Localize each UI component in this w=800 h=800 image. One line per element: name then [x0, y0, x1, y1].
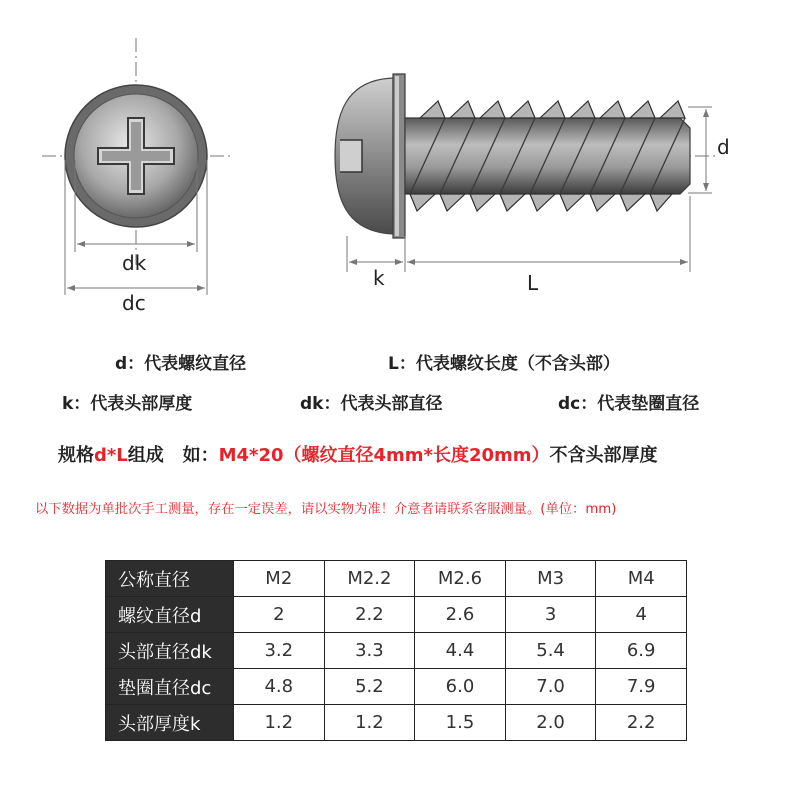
- table-cell: 1.2: [324, 705, 415, 741]
- table-cell: 2.0: [505, 705, 596, 741]
- table-row-washer-diameter: [106, 669, 687, 705]
- table-cell: 4.4: [415, 633, 506, 669]
- table-row-head-thickness: [106, 705, 687, 741]
- screw-side-view: [335, 74, 715, 272]
- spec-prefix: 规格: [58, 445, 94, 466]
- spec-table: [105, 560, 687, 741]
- table-cell: 4.8: [234, 669, 325, 705]
- table-cell: 2: [234, 597, 325, 633]
- spec-formula: d*L: [94, 445, 128, 466]
- table-cell: 2.2: [324, 597, 415, 633]
- legend-d: d：代表螺纹直径: [115, 354, 247, 374]
- legend-dc: dc：代表垫圈直径: [558, 394, 700, 414]
- table-cell: M2: [234, 561, 325, 597]
- table-row-nominal-diameter: [106, 561, 687, 597]
- spec-suffix: 组成 如：: [127, 445, 219, 466]
- table-cell: 2.2: [596, 705, 687, 741]
- d-dimension-label: d: [717, 135, 730, 159]
- spec-example: M4*20（螺纹直径4mm*长度20mm）: [218, 445, 550, 466]
- table-cell: 4: [596, 597, 687, 633]
- measurement-disclaimer: 以下数据为单批次手工测量，存在一定误差，请以实物为准！介意者请联系客服测量。(单位：mm): [35, 502, 617, 517]
- table-cell: 1.5: [415, 705, 506, 741]
- dc-dimension-label: dc: [122, 291, 146, 315]
- table-cell: 3.3: [324, 633, 415, 669]
- L-dimension-label: L: [527, 271, 539, 295]
- table-cell: 7.0: [505, 669, 596, 705]
- legend-L: L：代表螺纹长度（不含头部）: [388, 354, 620, 374]
- table-cell: 2.6: [415, 597, 506, 633]
- table-cell: 5.2: [324, 669, 415, 705]
- row-header: 公称直径: [106, 561, 234, 597]
- legend-dk: dk：代表头部直径: [300, 394, 443, 414]
- table-cell: 1.2: [234, 705, 325, 741]
- spec-tail: 不含头部厚度: [549, 445, 658, 466]
- table-cell: 3: [505, 597, 596, 633]
- table-cell: M2.6: [415, 561, 506, 597]
- table-cell: 7.9: [596, 669, 687, 705]
- dk-dimension-label: dk: [122, 251, 147, 275]
- legend-k: k：代表头部厚度: [62, 394, 193, 414]
- table-cell: 5.4: [505, 633, 596, 669]
- screw-diagram: [0, 0, 800, 340]
- table-row-head-diameter: [106, 633, 687, 669]
- row-header: 头部厚度k: [106, 705, 234, 741]
- table-cell: 6.0: [415, 669, 506, 705]
- table-cell: M4: [596, 561, 687, 597]
- k-dimension-label: k: [373, 266, 385, 290]
- table-cell: 6.9: [596, 633, 687, 669]
- row-header: 螺纹直径d: [106, 597, 234, 633]
- row-header: 垫圈直径dc: [106, 669, 234, 705]
- table-cell: M2.2: [324, 561, 415, 597]
- table-cell: 3.2: [234, 633, 325, 669]
- row-header: 头部直径dk: [106, 633, 234, 669]
- table-cell: M3: [505, 561, 596, 597]
- spec-line: [58, 441, 658, 467]
- table-row-thread-diameter: [106, 597, 687, 633]
